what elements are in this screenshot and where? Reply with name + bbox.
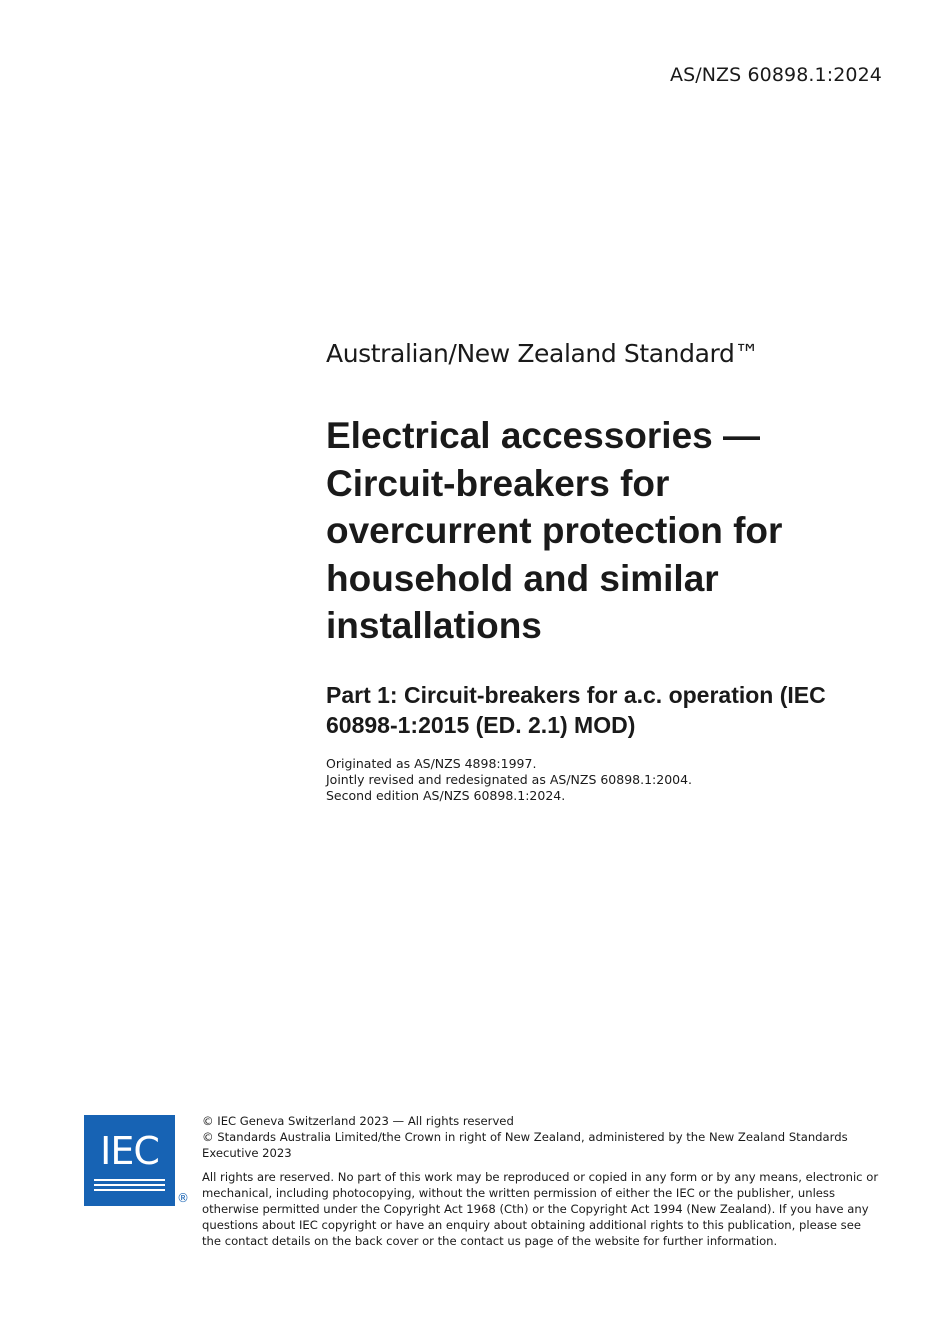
history-line: Jointly revised and redesignated as AS/NZS 60898.1:2004.: [326, 771, 693, 787]
history-line: Second edition AS/NZS 60898.1:2024.: [326, 787, 566, 803]
copyright-standards-australia: © Standards Australia Limited/the Crown in right of New Zealand, administered by the New Zealand Standards Executive 2023: [202, 1130, 848, 1160]
copyright-block: [202, 1113, 882, 1249]
document-title: Electrical accessories — Circuit-breakers for overcurrent protection for household and similar installations: [326, 415, 783, 646]
history-line: Originated as AS/NZS 4898:1997.: [326, 755, 537, 771]
iec-logo-text: IEC: [100, 1129, 159, 1173]
cover-main: [326, 338, 886, 804]
iec-logo-icon: [84, 1115, 190, 1207]
standard-series-name: Australian/New Zealand Standard™: [326, 339, 760, 368]
document-number: AS/NZS 60898.1:2024: [669, 64, 882, 86]
iec-logo-box: [84, 1115, 175, 1206]
registered-mark: ®: [177, 1191, 189, 1205]
copyright-iec: © IEC Geneva Switzerland 2023 — All rights reserved: [202, 1114, 514, 1128]
iec-logo-lines: [94, 1179, 165, 1194]
document-subtitle: Part 1: Circuit-breakers for a.c. operation (IEC 60898-1:2015 (ED. 2.1) MOD): [326, 681, 826, 738]
edition-history: [326, 756, 886, 804]
rights-notice: All rights are reserved. No part of this work may be reproduced or copied in any form or by any means, electronic or mechanical, including photocopying, without the written permission of either the IEC or the publisher, unless otherwise permitted under the Copyright Act 1968 (Cth) or the Copyright Act 1994 (New Zealand). If you have any questions about IEC copyright or have an enquiry about obtaining additional rights to this publication, please see the contact details on the back cover or the contact us page of the website for further information.: [202, 1170, 879, 1248]
